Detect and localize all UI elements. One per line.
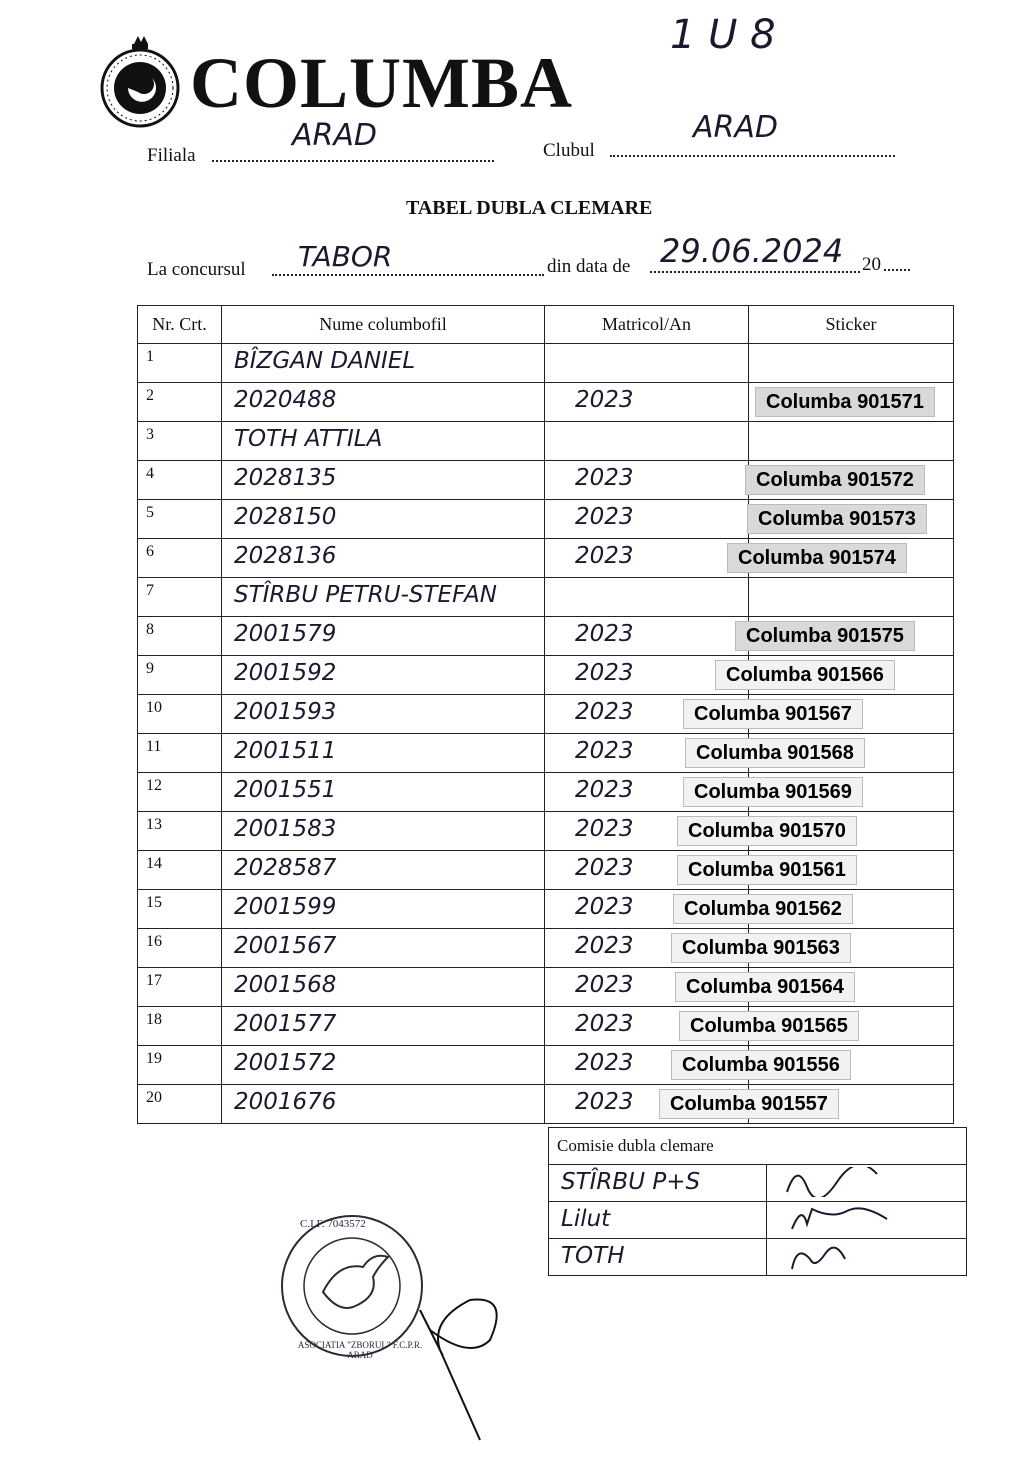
row-number: 3: [138, 422, 222, 461]
clubul-line: [610, 155, 895, 157]
row-name: TOTH ATTILA: [234, 426, 383, 452]
table-header-row: [138, 306, 954, 344]
row-name: 2001568: [234, 972, 337, 998]
sticker-label: Columba 901565: [679, 1011, 859, 1041]
row-number: 15: [138, 890, 222, 929]
row-number: 7: [138, 578, 222, 617]
filiala-value: ARAD: [292, 118, 377, 153]
sticker-cell: [749, 383, 954, 422]
table-row: [138, 773, 954, 812]
sticker-cell: [688, 812, 954, 851]
commission-title: Comisie dubla clemare: [549, 1128, 967, 1165]
row-year: 2023: [575, 387, 634, 413]
sticker-cell: [688, 851, 954, 890]
columba-logo: [98, 30, 188, 130]
brand-name: COLUMBA: [190, 43, 573, 123]
sticker-cell: [670, 1085, 954, 1124]
sticker-cell: [749, 578, 954, 617]
concurs-value: TABOR: [298, 240, 393, 273]
matricol-cell: [545, 422, 749, 461]
sticker-cell: [749, 461, 954, 500]
row-number: 20: [138, 1085, 222, 1124]
table-row: [138, 812, 954, 851]
name-cell: [222, 1007, 545, 1046]
commission-table: [548, 1127, 967, 1276]
table-row: [138, 656, 954, 695]
name-cell: [222, 500, 545, 539]
column-header-matricol: Matricol/An: [545, 306, 749, 344]
row-name: 2001572: [234, 1050, 337, 1076]
table-row: [138, 578, 954, 617]
name-cell: [222, 344, 545, 383]
table-row: [138, 1085, 954, 1124]
row-year: 2023: [575, 1050, 634, 1076]
sticker-cell: [682, 1046, 954, 1085]
sticker-cell: [682, 929, 954, 968]
row-number: 6: [138, 539, 222, 578]
row-name: 2001567: [234, 933, 337, 959]
clubul-value: ARAD: [693, 110, 778, 145]
sticker-cell: [726, 656, 954, 695]
sticker-label: Columba 901563: [671, 933, 851, 963]
row-name: 2001593: [234, 699, 337, 725]
row-year: 2023: [575, 816, 634, 842]
row-name: 2001579: [234, 621, 337, 647]
row-name: 2028136: [234, 543, 337, 569]
table-row: [138, 461, 954, 500]
name-cell: [222, 383, 545, 422]
row-number: 2: [138, 383, 222, 422]
row-number: 18: [138, 1007, 222, 1046]
top-note: 1 U 8: [670, 12, 776, 58]
columba-emblem-icon: [98, 30, 188, 130]
table-row: [138, 734, 954, 773]
row-number: 14: [138, 851, 222, 890]
sticker-label: Columba 901564: [675, 972, 855, 1002]
row-name: 2001583: [234, 816, 337, 842]
table-row: [138, 539, 954, 578]
clubul-label: Clubul: [543, 140, 595, 161]
row-name: 2028587: [234, 855, 337, 881]
table-row: [138, 1046, 954, 1085]
page-title: TABEL DUBLA CLEMARE: [406, 197, 653, 219]
row-year: 2023: [575, 777, 634, 803]
sticker-label: Columba 901569: [683, 777, 863, 807]
row-year: 2023: [575, 621, 634, 647]
signature-icon: [782, 1204, 902, 1234]
sticker-cell: [694, 773, 954, 812]
sticker-cell: [690, 1007, 954, 1046]
row-number: 19: [138, 1046, 222, 1085]
filiala-label: Filiala: [147, 145, 196, 166]
sticker-label: Columba 901575: [735, 621, 915, 651]
name-cell: [222, 968, 545, 1007]
name-cell: [222, 851, 545, 890]
sticker-label: Columba 901572: [745, 465, 925, 495]
row-number: 9: [138, 656, 222, 695]
association-stamp: [278, 1212, 426, 1360]
table-row: [138, 617, 954, 656]
sticker-label: Columba 901566: [715, 660, 895, 690]
column-header-nr: Nr. Crt.: [138, 306, 222, 344]
row-year: 2023: [575, 1011, 634, 1037]
matricol-cell: [545, 344, 749, 383]
name-cell: [222, 734, 545, 773]
table-row: [138, 851, 954, 890]
name-cell: [222, 773, 545, 812]
data-value: 29.06.2024: [660, 232, 844, 270]
matricol-cell: [545, 578, 749, 617]
sticker-label: Columba 901567: [683, 699, 863, 729]
filiala-line: [212, 160, 494, 162]
row-year: 2023: [575, 855, 634, 881]
sticker-cell: [749, 344, 954, 383]
signature-scribble-icon: [410, 1290, 520, 1450]
sticker-label: Columba 901568: [685, 738, 865, 768]
sticker-cell: [684, 890, 954, 929]
matricol-cell: [545, 383, 749, 422]
row-year: 2023: [575, 1089, 634, 1115]
name-cell: [222, 656, 545, 695]
row-name: 2001577: [234, 1011, 337, 1037]
sticker-label: Columba 901556: [671, 1050, 851, 1080]
column-header-name: Nume columbofil: [222, 306, 545, 344]
double-clamp-table: [137, 305, 954, 1124]
row-number: 16: [138, 929, 222, 968]
row-name: BÎZGAN DANIEL: [234, 348, 416, 374]
row-year: 2023: [575, 894, 634, 920]
row-name: STÎRBU PETRU-STEFAN: [234, 582, 497, 608]
sticker-label: Columba 901573: [747, 504, 927, 534]
sticker-cell: [694, 695, 954, 734]
row-year: 2023: [575, 660, 634, 686]
table-row: [138, 500, 954, 539]
table-row: [138, 344, 954, 383]
column-header-sticker: Sticker: [749, 306, 954, 344]
sticker-cell: [686, 968, 954, 1007]
row-number: 11: [138, 734, 222, 773]
table-row: [138, 422, 954, 461]
stamp-text: ASOCIATIA "ZBORUL" F.C.P.R. ARAD: [297, 1340, 423, 1360]
commission-member: TOTH: [561, 1243, 625, 1269]
matricol-cell: [545, 539, 749, 578]
row-name: 2001676: [234, 1089, 337, 1115]
table-row: [138, 383, 954, 422]
name-cell: [222, 1046, 545, 1085]
sticker-label: Columba 901574: [727, 543, 907, 573]
name-cell: [222, 539, 545, 578]
name-cell: [222, 695, 545, 734]
year-suffix: 20: [862, 254, 881, 275]
year-suffix-line: [884, 269, 910, 271]
sticker-cell: [696, 734, 954, 773]
table-row: [138, 695, 954, 734]
row-name: 2028135: [234, 465, 337, 491]
row-year: 2023: [575, 699, 634, 725]
sticker-label: Columba 901570: [677, 816, 857, 846]
row-number: 17: [138, 968, 222, 1007]
row-year: 2023: [575, 465, 634, 491]
sticker-label: Columba 901562: [673, 894, 853, 924]
row-name: 2001592: [234, 660, 337, 686]
row-year: 2023: [575, 543, 634, 569]
name-cell: [222, 422, 545, 461]
sticker-label: Columba 901571: [755, 387, 935, 417]
row-year: 2023: [575, 933, 634, 959]
row-year: 2023: [575, 504, 634, 530]
sticker-label: Columba 901561: [677, 855, 857, 885]
signature-icon: [782, 1167, 902, 1197]
name-cell: [222, 617, 545, 656]
pigeon-stamp-icon: [278, 1212, 426, 1360]
row-year: 2023: [575, 972, 634, 998]
matricol-cell: [545, 617, 749, 656]
table-row: [138, 929, 954, 968]
row-number: 10: [138, 695, 222, 734]
row-name: 2001511: [234, 738, 337, 764]
stamp-cif: C.I.F. 7043572: [300, 1218, 366, 1230]
sticker-cell: [749, 500, 954, 539]
commission-member: Lilut: [561, 1206, 611, 1232]
row-number: 5: [138, 500, 222, 539]
matricol-cell: [545, 500, 749, 539]
row-name: 2001599: [234, 894, 337, 920]
data-line: [650, 271, 860, 273]
sticker-cell: [738, 539, 954, 578]
data-label: din data de: [547, 256, 631, 277]
sticker-cell: [749, 422, 954, 461]
row-number: 4: [138, 461, 222, 500]
row-year: 2023: [575, 738, 634, 764]
table-row: [138, 890, 954, 929]
row-number: 1: [138, 344, 222, 383]
row-number: 8: [138, 617, 222, 656]
concurs-line: [272, 274, 544, 276]
sticker-cell: [746, 617, 954, 656]
name-cell: [222, 1085, 545, 1124]
table-row: [138, 1007, 954, 1046]
name-cell: [222, 578, 545, 617]
signature-icon: [782, 1241, 902, 1271]
row-name: 2001551: [234, 777, 337, 803]
row-number: 13: [138, 812, 222, 851]
concurs-label: La concursul: [147, 259, 246, 280]
row-name: 2028150: [234, 504, 337, 530]
name-cell: [222, 890, 545, 929]
name-cell: [222, 929, 545, 968]
row-number: 12: [138, 773, 222, 812]
commission-member: STÎRBU P+S: [561, 1169, 701, 1195]
name-cell: [222, 461, 545, 500]
table-row: [138, 968, 954, 1007]
name-cell: [222, 812, 545, 851]
sticker-label: Columba 901557: [659, 1089, 839, 1119]
row-name: 2020488: [234, 387, 337, 413]
matricol-cell: [545, 461, 749, 500]
